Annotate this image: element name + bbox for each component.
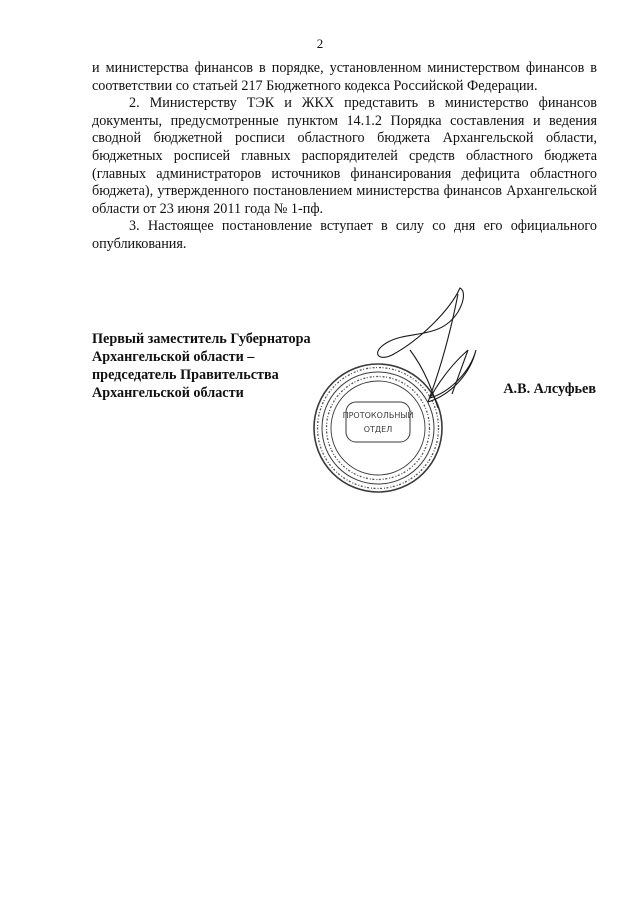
document-body [92, 60, 597, 254]
paragraph-3: 3. Настоящее постановление вступает в силу со дня его официального опубликования. [92, 218, 597, 252]
paragraph-continuation: и министерства финансов в порядке, установленном министерством финансов в соответствии со статьей 217 Бюджетного кодекса Российской Федерации. [92, 60, 597, 94]
signatory-title-line: председатель Правительства [92, 367, 279, 383]
stamp-inner-frame [346, 402, 410, 442]
official-stamp-and-signature [300, 280, 500, 500]
page-number: 2 [316, 36, 324, 51]
signatory-title-line: Первый заместитель Губернатора [92, 331, 311, 347]
signatory-name: А.В. Алсуфьев [503, 381, 596, 397]
stamp-inner-text-1: ПРОТОКОЛЬНЫЙ [342, 411, 414, 420]
handwritten-signature [378, 288, 476, 408]
stamp-inner-text-2: ОТДЕЛ [363, 425, 393, 434]
paragraph-2: 2. Министерству ТЭК и ЖКХ представить в министерство финансов документы, предусмотренные пунктом 14.1.2 Порядка составления и ведения сводной бюджетной росписи областного бюджета Архангельской области, бюджетных росписей главных распорядителей средств областного бюджета (главных администраторов источников финансирования дефицита областного бюджета), утвержденного постановлением министерства финансов Архангельской области от 23 июня 2011 года № 1-пф. [92, 95, 597, 217]
signatory-title-line: Архангельской области – [92, 349, 255, 365]
signatory-title-line: Архангельской области [92, 385, 244, 401]
